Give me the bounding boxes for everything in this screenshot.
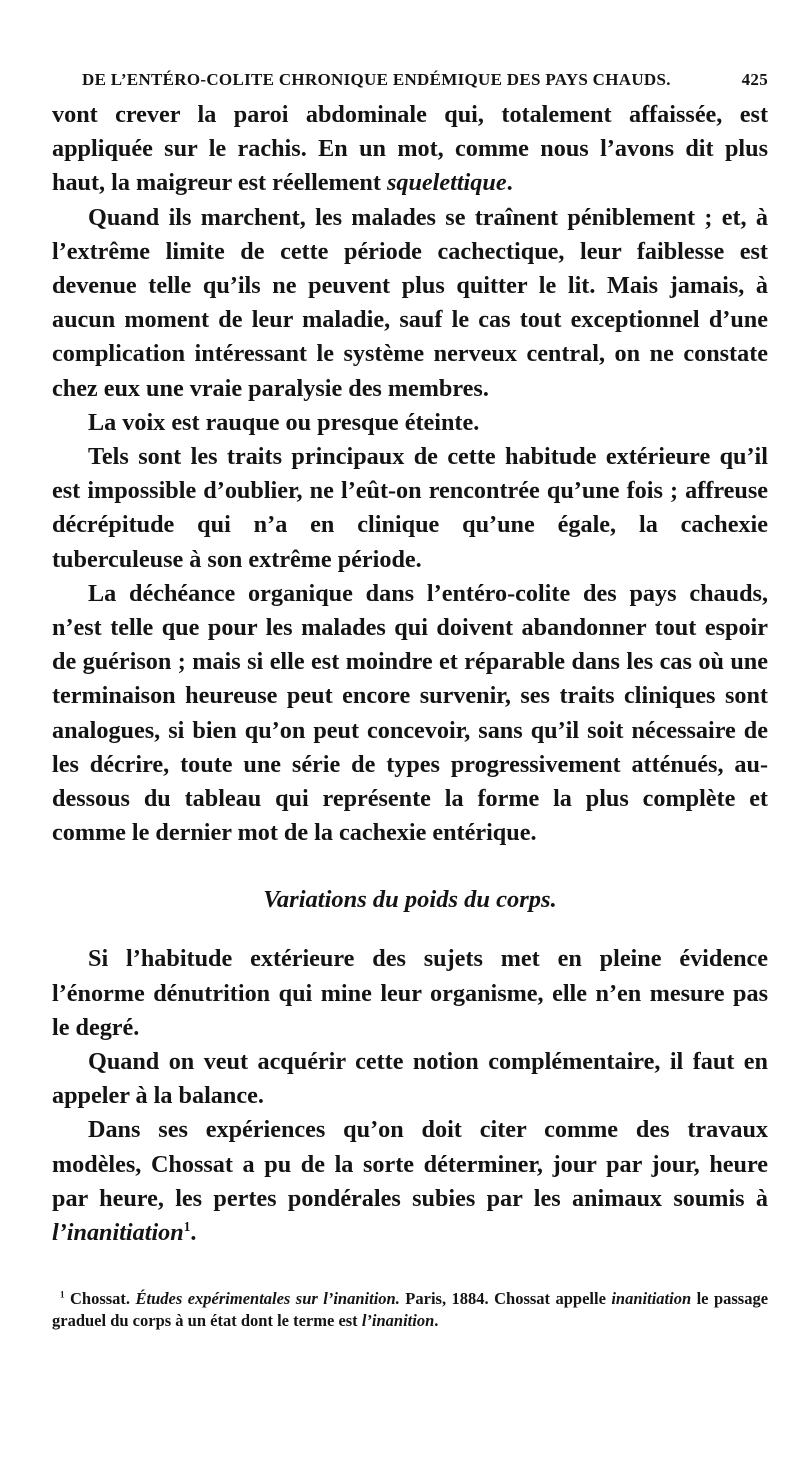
footnote-work: Études expérimentales sur l’inanition. xyxy=(135,1289,400,1309)
footnote-ref[interactable]: 1 xyxy=(183,1219,191,1235)
paragraph-3: La voix est rauque ou presque éteinte. xyxy=(88,408,480,436)
body-text xyxy=(52,98,768,1250)
footnote-author: Chossat. xyxy=(69,1289,131,1309)
paragraph-7: Quand on veut acquérir cette notion complémentaire, il faut en appeler à la balance. xyxy=(52,1048,768,1110)
paragraph-8: Dans ses expériences qu’on doit citer comme des travaux modèles, Chossat a pu de la sorte déterminer, jour par jour, heure par heure, les pertes pondérales subies par les animaux soumis à l’inanitiation$^1$. xyxy=(52,1116,768,1247)
paragraph-6: Si l’habitude extérieure des sujets met en pleine évidence l’énorme dénutrition qui mine leur organisme, elle n’en mesure pas le degré. xyxy=(52,945,768,1041)
section-title: Variations du poids du corps. xyxy=(263,886,557,914)
emphasis-squelettique: squelettique xyxy=(386,169,507,197)
running-header xyxy=(52,70,768,90)
page xyxy=(52,70,768,1332)
footnote-marker: 1 xyxy=(60,1289,65,1300)
footnote: $^1$ Chossat. Études expérimentales sur l’inanition. Paris, 1884. Chossat appelle inanitiation le passage graduel du corps à un état dont le terme est l’inanition. xyxy=(52,1289,769,1331)
running-title: DE L’ENTÉRO-COLITE CHRONIQUE ENDÉMIQUE DES PAYS CHAUDS. xyxy=(82,70,671,89)
paragraph-1: vont crever la paroi abdominale qui, totalement affaissée, est appliquée sur le rachis. En un mot, comme nous l’avons dit plus haut, la maigreur est réellement squelettique. xyxy=(52,101,768,197)
paragraph-2: Quand ils marchent, les malades se traînent péniblement ; et, à l’extrême limite de cette période cachectique, leur faiblesse est devenue telle qu’ils ne peuvent plus quitter le lit. Mais jamais, à aucun moment de leur maladie, sauf le cas tout exceptionnel d’une complication intéressant le système nerveux central, on ne constate chez eux une vraie paralysie des membres. xyxy=(52,203,768,402)
page-number: 425 xyxy=(741,70,768,89)
emphasis-inanitiation: l’inanitiation xyxy=(52,1219,184,1247)
paragraph-5: La déchéance organique dans l’entéro-colite des pays chauds, n’est telle que pour les malades qui doivent abandonner tout espoir de guérison ; mais si elle est moindre et réparable dans les cas où une terminaison heureuse peut encore survenir, ses traits cliniques sont analogues, si bien qu’on peut concevoir, sans qu’il soit nécessaire de les décrire, toute une série de types progressivement atténués, au-dessous du tableau qui représente la forme la plus complète et comme le dernier mot de la cachexie entérique. xyxy=(52,579,768,847)
paragraph-4: Tels sont les traits principaux de cette habitude extérieure qu’il est impossible d’oublier, ne l’eût-on rencontrée qu’une fois ; affreuse décrépitude qui n’a en clinique qu’une égale, la cachexie tuberculeuse à son extrême période. xyxy=(52,443,768,573)
